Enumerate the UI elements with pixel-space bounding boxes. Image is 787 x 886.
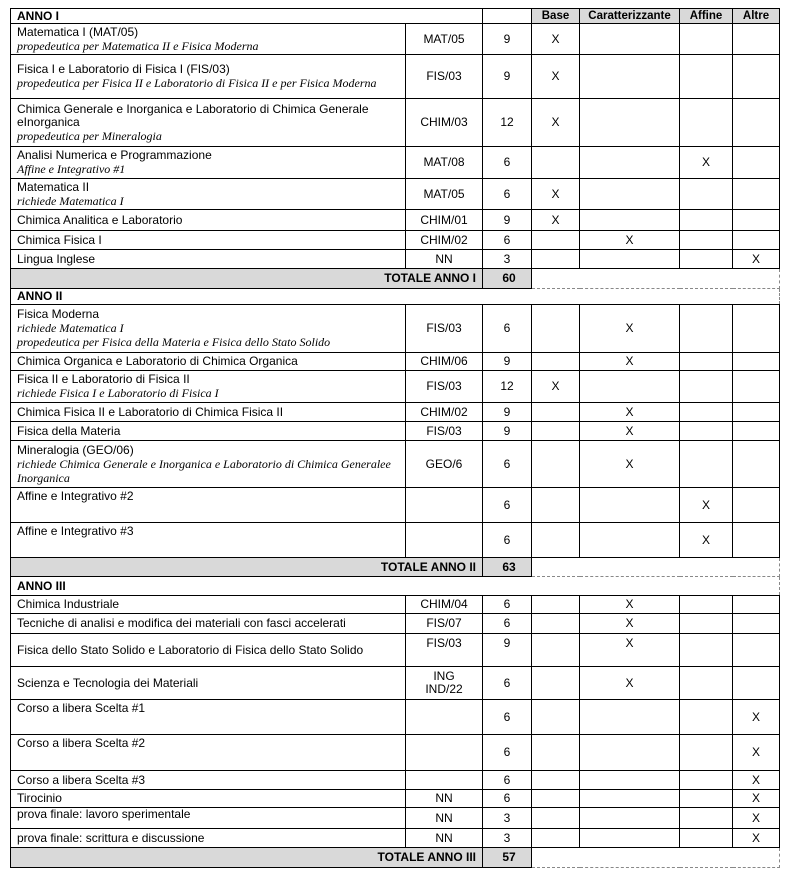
course-name: prova finale: lavoro sperimentale bbox=[11, 808, 406, 829]
course-name-cell bbox=[11, 371, 406, 403]
course-name: Fisica I e Laboratorio di Fisica I (FIS/03) bbox=[17, 62, 230, 76]
year-header-row bbox=[11, 577, 780, 596]
course-cfu: 9 bbox=[483, 403, 532, 422]
mark-caratterizzante: X bbox=[580, 353, 680, 371]
course-ssd: GEO/6 bbox=[406, 441, 483, 488]
header-caratterizzante: Caratterizzante bbox=[580, 9, 680, 24]
mark-caratterizzante: X bbox=[580, 596, 680, 614]
course-note: richiede Matematica I bbox=[17, 321, 124, 335]
course-cfu: 6 bbox=[483, 667, 532, 700]
course-name: Matematica II bbox=[17, 179, 90, 194]
course-row bbox=[11, 231, 780, 250]
mark-altre: X bbox=[733, 790, 780, 808]
course-name: Corso a libera Scelta #1 bbox=[11, 700, 406, 735]
course-ssd: MAT/05 bbox=[406, 179, 483, 210]
mark-altre: X bbox=[733, 250, 780, 269]
year-title: ANNO III bbox=[11, 577, 406, 596]
mark-base: X bbox=[532, 55, 580, 99]
course-row bbox=[11, 735, 780, 771]
course-cfu: 6 bbox=[483, 179, 532, 210]
mark-caratterizzante: X bbox=[580, 403, 680, 422]
course-row bbox=[11, 441, 780, 488]
course-name: Chimica Analitica e Laboratorio bbox=[11, 210, 406, 231]
course-ssd: FIS/03 bbox=[406, 422, 483, 441]
mark-altre: X bbox=[733, 700, 780, 735]
course-cfu: 6 bbox=[483, 614, 532, 634]
course-note: richiede Chimica Generale e Inorganica e Laboratorio di Chimica Generalee Inorganica bbox=[17, 456, 391, 485]
course-row bbox=[11, 771, 780, 790]
total-value: 60 bbox=[483, 269, 532, 289]
course-row bbox=[11, 55, 780, 99]
mark-affine: X bbox=[680, 523, 733, 558]
course-row bbox=[11, 422, 780, 441]
course-name: Lingua Inglese bbox=[11, 250, 406, 269]
course-row bbox=[11, 808, 780, 829]
course-cfu: 6 bbox=[483, 523, 532, 558]
course-row bbox=[11, 596, 780, 614]
course-row bbox=[11, 700, 780, 735]
course-name: Affine e Integrativo #3 bbox=[11, 523, 406, 558]
course-note: richiede Fisica I e Laboratorio di Fisica I bbox=[17, 386, 219, 400]
course-ssd: NN bbox=[406, 808, 483, 829]
course-note: propedeutica per Fisica della Materia e Fisica dello Stato Solido bbox=[17, 335, 331, 349]
course-row bbox=[11, 24, 780, 55]
mark-affine: X bbox=[680, 147, 733, 179]
course-ssd: IND/22 bbox=[425, 682, 463, 696]
course-ssd: FIS/03 bbox=[406, 55, 483, 99]
mark-caratterizzante: X bbox=[580, 667, 680, 700]
course-name-cell bbox=[11, 99, 406, 147]
course-cfu: 6 bbox=[483, 700, 532, 735]
course-cfu: 6 bbox=[483, 735, 532, 771]
course-cfu: 6 bbox=[483, 147, 532, 179]
course-ssd: CHIM/04 bbox=[406, 596, 483, 614]
course-name: Corso a libera Scelta #3 bbox=[11, 771, 406, 790]
course-cfu: 6 bbox=[483, 305, 532, 353]
course-name-cell bbox=[11, 441, 406, 488]
mark-affine: X bbox=[680, 488, 733, 523]
course-note: propedeutica per Mineralogia bbox=[17, 128, 162, 143]
course-name: Tecniche di analisi e modifica dei materiali con fasci accelerati bbox=[11, 614, 406, 634]
course-name: Fisica della Materia bbox=[11, 422, 406, 441]
total-label: TOTALE ANNO II bbox=[11, 558, 483, 577]
course-note: Affine e Integrativo #1 bbox=[17, 162, 126, 176]
course-name-cell bbox=[11, 24, 406, 55]
course-row bbox=[11, 403, 780, 422]
year-header-row bbox=[11, 289, 780, 305]
header-base: Base bbox=[532, 9, 580, 24]
course-name: Corso a libera Scelta #2 bbox=[11, 735, 406, 771]
course-row bbox=[11, 829, 780, 848]
degree-plan-document bbox=[10, 8, 780, 868]
course-name: Chimica Industriale bbox=[11, 596, 406, 614]
course-name: Chimica Organica e Laboratorio di Chimica Organica bbox=[11, 353, 406, 371]
course-name-cell bbox=[11, 147, 406, 179]
course-ssd: FIS/03 bbox=[406, 371, 483, 403]
year-header-row bbox=[11, 9, 780, 24]
total-row bbox=[11, 558, 780, 577]
mark-caratterizzante: X bbox=[580, 634, 680, 667]
course-ssd: FIS/07 bbox=[406, 614, 483, 634]
course-row bbox=[11, 634, 780, 667]
header-affine: Affine bbox=[680, 9, 733, 24]
mark-base: X bbox=[532, 179, 580, 210]
course-name: Affine e Integrativo #2 bbox=[11, 488, 406, 523]
course-name-cell bbox=[11, 179, 406, 210]
course-ssd: ING bbox=[433, 669, 455, 683]
course-ssd: MAT/08 bbox=[406, 147, 483, 179]
year-title: ANNO I bbox=[11, 9, 406, 24]
total-row bbox=[11, 848, 780, 868]
mark-base: X bbox=[532, 24, 580, 55]
course-name-cell bbox=[11, 55, 406, 99]
course-cfu: 6 bbox=[483, 790, 532, 808]
mark-altre: X bbox=[733, 808, 780, 829]
course-ssd: NN bbox=[406, 250, 483, 269]
course-ssd: CHIM/06 bbox=[406, 353, 483, 371]
course-name: Scienza e Tecnologia dei Materiali bbox=[11, 667, 406, 700]
course-row bbox=[11, 250, 780, 269]
course-row bbox=[11, 523, 780, 558]
mark-caratterizzante: X bbox=[580, 231, 680, 250]
course-name: Matematica I (MAT/05) bbox=[17, 24, 139, 39]
course-row bbox=[11, 614, 780, 634]
mark-base: X bbox=[532, 210, 580, 231]
course-cfu: 3 bbox=[483, 808, 532, 829]
course-row bbox=[11, 147, 780, 179]
course-name-cell bbox=[11, 305, 406, 353]
course-ssd: CHIM/03 bbox=[406, 99, 483, 147]
course-note: propedeutica per Fisica II e Laboratorio di Fisica II e per Fisica Moderna bbox=[17, 76, 377, 90]
course-ssd: FIS/03 bbox=[406, 305, 483, 353]
course-ssd: NN bbox=[406, 829, 483, 848]
course-name: Fisica Moderna bbox=[17, 307, 100, 321]
course-cfu: 9 bbox=[483, 24, 532, 55]
course-name: Chimica Fisica I bbox=[11, 231, 406, 250]
mark-altre: X bbox=[733, 771, 780, 790]
course-table bbox=[10, 8, 780, 868]
total-label: TOTALE ANNO I bbox=[11, 269, 483, 289]
course-name: Fisica dello Stato Solido e Laboratorio di Fisica dello Stato Solido bbox=[11, 634, 406, 667]
mark-base: X bbox=[532, 371, 580, 403]
course-note: richiede Matematica I bbox=[17, 193, 124, 208]
course-cfu: 9 bbox=[483, 55, 532, 99]
course-cfu: 12 bbox=[483, 99, 532, 147]
mark-caratterizzante: X bbox=[580, 422, 680, 441]
course-name: Chimica Generale e Inorganica e Laboratorio di Chimica Generale eInorganica bbox=[17, 101, 369, 129]
course-cfu: 9 bbox=[483, 353, 532, 371]
total-value: 57 bbox=[483, 848, 532, 868]
course-cfu: 6 bbox=[483, 231, 532, 250]
course-row bbox=[11, 99, 780, 147]
course-ssd: CHIM/02 bbox=[406, 231, 483, 250]
course-ssd: MAT/05 bbox=[406, 24, 483, 55]
total-row bbox=[11, 269, 780, 289]
course-cfu: 3 bbox=[483, 250, 532, 269]
mark-caratterizzante: X bbox=[580, 441, 680, 488]
course-ssd: FIS/03 bbox=[406, 634, 483, 667]
course-cfu: 9 bbox=[483, 634, 532, 667]
total-value: 63 bbox=[483, 558, 532, 577]
course-row bbox=[11, 488, 780, 523]
course-cfu: 12 bbox=[483, 371, 532, 403]
course-name: prova finale: scrittura e discussione bbox=[11, 829, 406, 848]
year-title: ANNO II bbox=[11, 289, 406, 305]
course-cfu: 3 bbox=[483, 829, 532, 848]
course-row bbox=[11, 179, 780, 210]
course-ssd: CHIM/02 bbox=[406, 403, 483, 422]
course-name: Fisica II e Laboratorio di Fisica II bbox=[17, 372, 190, 386]
mark-base: X bbox=[532, 99, 580, 147]
course-cfu: 6 bbox=[483, 488, 532, 523]
course-name: Chimica Fisica II e Laboratorio di Chimica Fisica II bbox=[11, 403, 406, 422]
course-name: Analisi Numerica e Programmazione bbox=[17, 148, 212, 162]
course-row bbox=[11, 790, 780, 808]
total-label: TOTALE ANNO III bbox=[11, 848, 483, 868]
course-ssd: NN bbox=[406, 790, 483, 808]
course-row bbox=[11, 353, 780, 371]
course-name: Mineralogia (GEO/06) bbox=[17, 442, 134, 457]
course-cfu: 9 bbox=[483, 422, 532, 441]
course-row bbox=[11, 210, 780, 231]
mark-altre: X bbox=[733, 735, 780, 771]
course-row bbox=[11, 667, 780, 700]
course-note: propedeutica per Matematica II e Fisica Moderna bbox=[17, 38, 259, 53]
mark-caratterizzante: X bbox=[580, 614, 680, 634]
course-cfu: 9 bbox=[483, 210, 532, 231]
course-cfu: 6 bbox=[483, 771, 532, 790]
course-ssd: CHIM/01 bbox=[406, 210, 483, 231]
course-row bbox=[11, 371, 780, 403]
header-altre: Altre bbox=[733, 9, 780, 24]
course-row bbox=[11, 305, 780, 353]
mark-altre: X bbox=[733, 829, 780, 848]
course-cfu: 6 bbox=[483, 441, 532, 488]
course-name: Tirocinio bbox=[11, 790, 406, 808]
course-ssd-cell bbox=[406, 667, 483, 700]
mark-caratterizzante: X bbox=[580, 305, 680, 353]
course-cfu: 6 bbox=[483, 596, 532, 614]
